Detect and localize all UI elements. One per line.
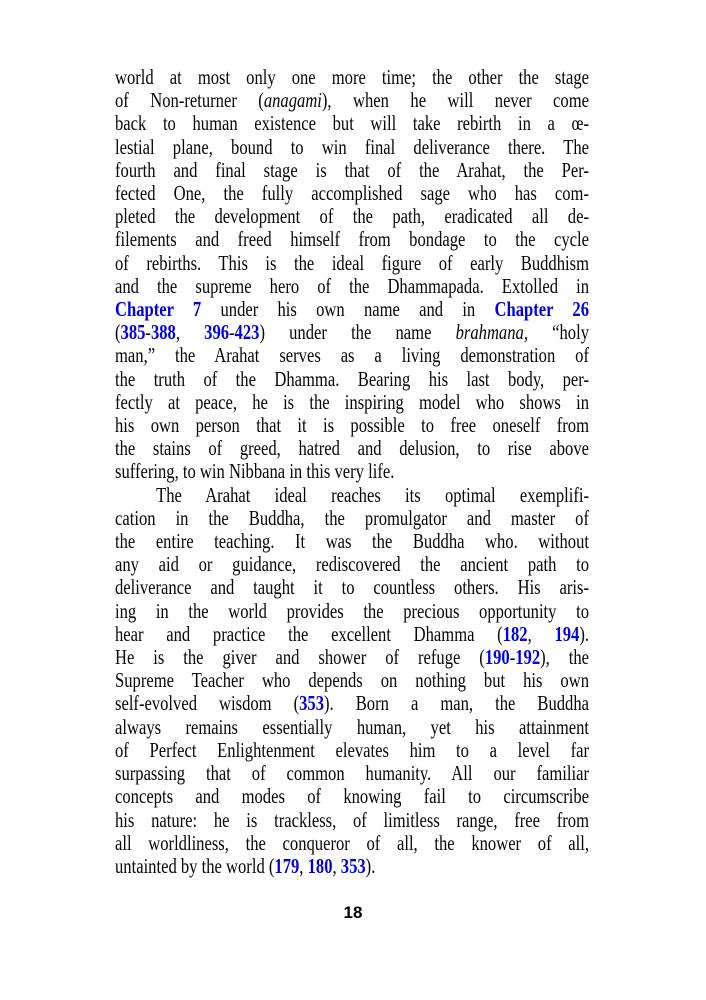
verse-link[interactable]: 180 bbox=[307, 853, 333, 878]
text-run: self-evolved wisdom ( bbox=[115, 691, 300, 716]
text-run: his own person that it is possible to free oneself from bbox=[115, 413, 589, 438]
text-run: ). bbox=[365, 853, 376, 878]
italic-term: brahmana, bbox=[455, 320, 528, 345]
text-run: - bbox=[229, 320, 235, 345]
text-run: deliverance and taught it to countless others. His aris- bbox=[115, 575, 589, 600]
text-run: cation in the Buddha, the promulgator and master of bbox=[115, 505, 589, 530]
text-block-inner bbox=[115, 66, 589, 878]
text-line bbox=[115, 716, 589, 739]
text-run: any aid or guidance, rediscovered the ancient path to bbox=[115, 552, 589, 577]
text-run: , bbox=[175, 320, 205, 345]
verse-link[interactable]: 190 bbox=[484, 645, 510, 670]
chapter-26-link[interactable]: Chapter 26 bbox=[494, 297, 590, 322]
paragraph bbox=[115, 66, 589, 484]
text-line bbox=[115, 228, 589, 251]
text-run: ). bbox=[579, 621, 590, 646]
text-run: concepts and modes of knowing fail to circumscribe bbox=[115, 784, 589, 809]
text-line bbox=[115, 252, 589, 275]
text-line bbox=[115, 460, 589, 483]
text-run: all worldliness, the conqueror of all, the knower of all, bbox=[115, 830, 589, 855]
verse-link[interactable]: 353 bbox=[299, 691, 325, 716]
verse-link[interactable]: 396 bbox=[204, 320, 230, 345]
text-line bbox=[115, 692, 589, 715]
text-line bbox=[115, 321, 589, 344]
text-line bbox=[115, 553, 589, 576]
text-run: - bbox=[509, 645, 516, 670]
verse-link[interactable]: 385 bbox=[120, 320, 146, 345]
text-line bbox=[115, 832, 589, 855]
text-run: back to human existence but will take rebirth in a œ- bbox=[115, 111, 589, 136]
text-run: Supreme Teacher who depends on nothing but his own bbox=[115, 668, 589, 693]
text-run: suffering, to win Nibbana in this very life. bbox=[115, 459, 395, 484]
text-run: The Arahat ideal reaches its optimal exemplifi- bbox=[156, 482, 589, 507]
text-run: the stains of greed, hatred and delusion, to rise above bbox=[115, 436, 589, 461]
text-run: , bbox=[299, 853, 308, 878]
text-run: filements and freed himself from bondage to the cycle bbox=[115, 227, 589, 252]
text-run: the truth of the Dhamma. Bearing his last body, per- bbox=[115, 366, 589, 391]
verse-link[interactable]: 179 bbox=[274, 853, 300, 878]
text-run: hear and practice the excellent Dhamma ( bbox=[115, 621, 503, 646]
verse-link[interactable]: 388 bbox=[150, 320, 176, 345]
text-run: his nature: he is trackless, of limitless range, free from bbox=[115, 807, 589, 832]
text-line bbox=[115, 437, 589, 460]
text-run: the entire teaching. It was the Buddha who. without bbox=[115, 529, 589, 554]
text-line bbox=[115, 159, 589, 182]
text-line bbox=[115, 809, 589, 832]
text-run: and the supreme hero of the Dhammapada. Extolled in bbox=[115, 273, 589, 298]
text-line bbox=[115, 600, 589, 623]
text-line bbox=[115, 623, 589, 646]
text-run: untainted by the world ( bbox=[115, 853, 275, 878]
text-line bbox=[115, 298, 589, 321]
text-run: lestial plane, bound to win final deliverance there. The bbox=[115, 134, 589, 159]
chapter-7-link[interactable]: Chapter 7 bbox=[115, 297, 202, 322]
text-run: always remains essentially human, yet his attainment bbox=[115, 714, 589, 739]
text-run: ing in the world provides the precious opportunity to bbox=[115, 598, 589, 623]
text-run: world at most only one more time; the other the stage bbox=[115, 65, 589, 89]
page-number: 18 bbox=[343, 903, 363, 922]
text-run: fourth and final stage is that of the Arahat, the Per- bbox=[115, 157, 589, 182]
text-line bbox=[115, 344, 589, 367]
text-run: of Perfect Enlightenment elevates him to a level far bbox=[115, 737, 589, 762]
text-run: He is the giver and shower of refuge ( bbox=[115, 645, 485, 670]
verse-link[interactable]: 192 bbox=[515, 645, 541, 670]
text-run: man,” the Arahat serves as a living demonstration of bbox=[115, 343, 589, 368]
text-line bbox=[115, 484, 589, 507]
text-run: - bbox=[145, 320, 151, 345]
text-line bbox=[115, 182, 589, 205]
text-line bbox=[115, 275, 589, 298]
verse-link[interactable]: 182 bbox=[502, 621, 528, 646]
text-run: under his own name and in bbox=[201, 297, 495, 322]
text-run: ) under the name bbox=[259, 320, 456, 345]
text-run: “holy bbox=[527, 320, 589, 345]
verse-link[interactable]: 423 bbox=[234, 320, 260, 345]
text-line bbox=[115, 507, 589, 530]
text-line bbox=[115, 785, 589, 808]
verse-link[interactable]: 194 bbox=[554, 621, 580, 646]
text-line bbox=[115, 762, 589, 785]
text-line bbox=[115, 739, 589, 762]
text-line bbox=[115, 669, 589, 692]
text-line bbox=[115, 646, 589, 669]
text-run: ( bbox=[115, 320, 121, 345]
text-run: fectly at peace, he is the inspiring model who shows in bbox=[115, 389, 589, 414]
text-run: ), when he will never come bbox=[321, 88, 589, 113]
text-line bbox=[115, 112, 589, 135]
text-run: surpassing that of common humanity. All our familiar bbox=[115, 761, 589, 786]
text-line bbox=[115, 576, 589, 599]
text-line bbox=[115, 391, 589, 414]
text-block bbox=[115, 66, 589, 878]
text-line bbox=[115, 66, 589, 89]
text-line bbox=[115, 89, 589, 112]
text-line bbox=[115, 530, 589, 553]
text-line bbox=[115, 136, 589, 159]
text-line bbox=[115, 368, 589, 391]
text-line bbox=[115, 855, 589, 878]
text-line bbox=[115, 414, 589, 437]
text-run: pleted the development of the path, eradicated all de- bbox=[115, 204, 589, 229]
text-run: ), the bbox=[540, 645, 589, 670]
paragraph bbox=[115, 484, 589, 878]
text-run: , bbox=[527, 621, 555, 646]
text-line bbox=[115, 205, 589, 228]
text-run: , bbox=[332, 853, 341, 878]
text-run: of rebirths. This is the ideal figure of early Buddhism bbox=[115, 250, 589, 275]
text-run: ). Born a man, the Buddha bbox=[324, 691, 589, 716]
verse-link[interactable]: 353 bbox=[340, 853, 366, 878]
italic-term: anagami bbox=[263, 88, 322, 113]
text-run: fected One, the fully accomplished sage who has com- bbox=[115, 181, 589, 206]
text-run: of Non-returner ( bbox=[115, 88, 264, 113]
